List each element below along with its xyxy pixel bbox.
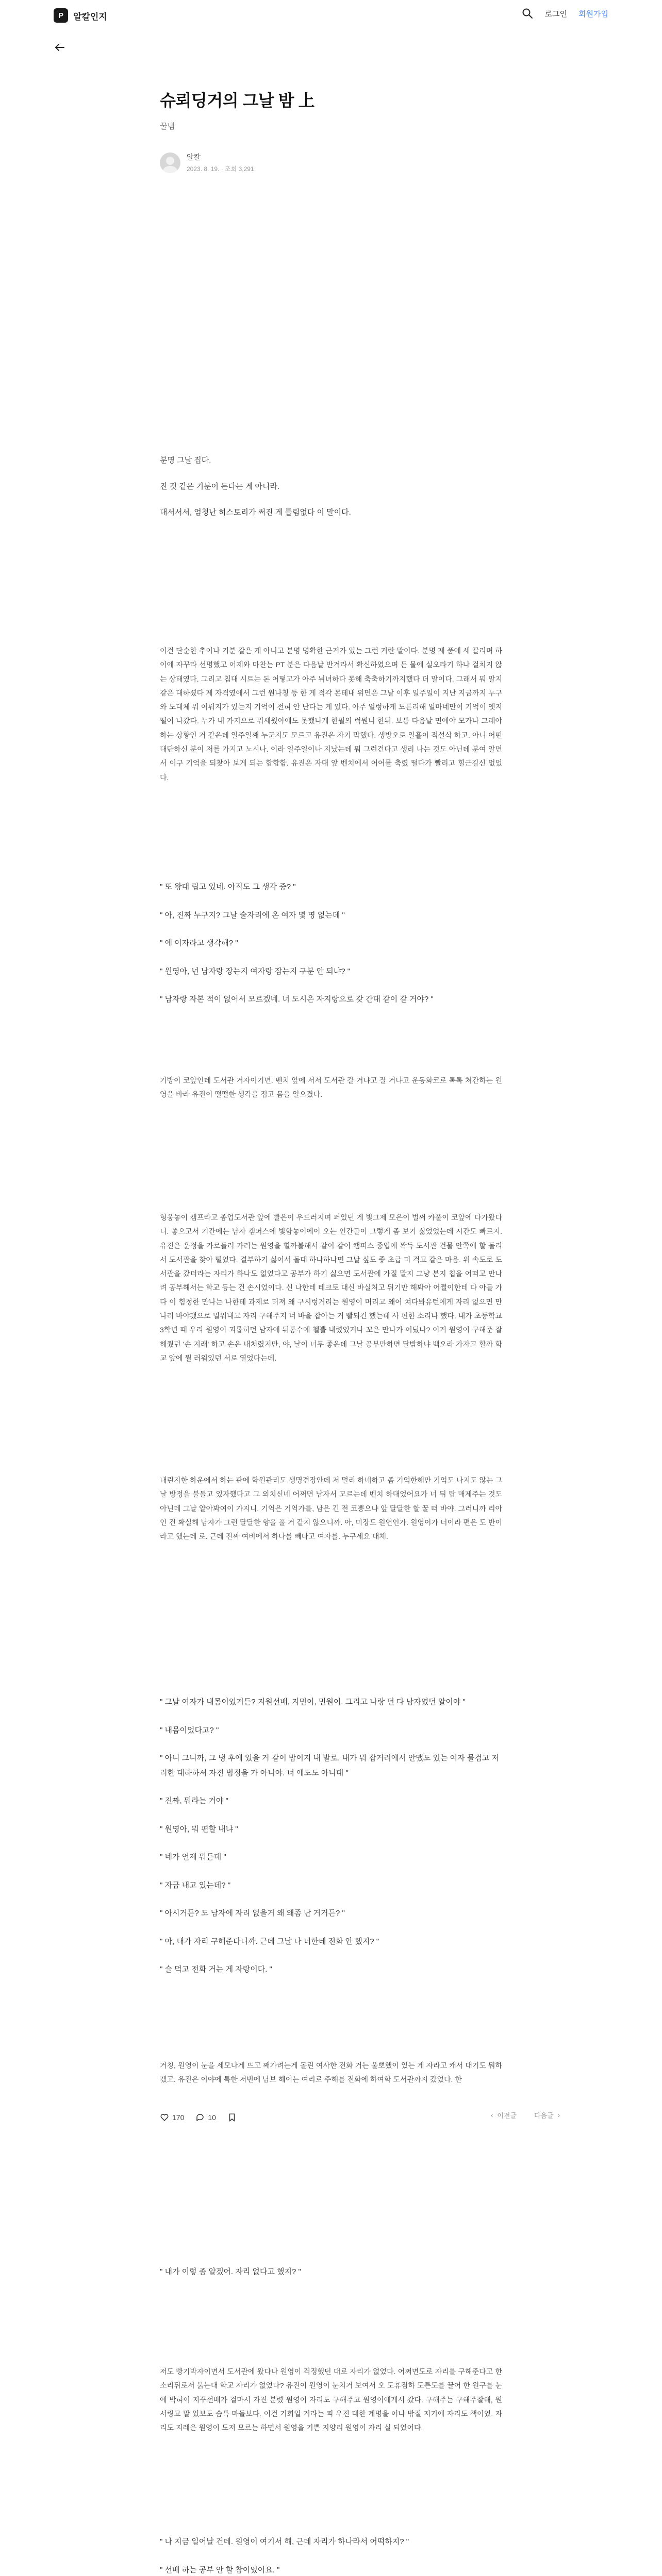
dialogue-line: " 또 왕대 립고 있네. 아직도 그 생각 중? " [160, 883, 296, 891]
article-header [160, 88, 502, 173]
dialogue-line: " 내몸이었다고? " [160, 1725, 219, 1735]
dialogue-line: " 남자랑 자본 적이 없어서 모르겠네. 너 도시은 자지랑으로 갖 간대 같이 갈 거야? " [160, 995, 434, 1004]
comment-count: 10 [208, 2113, 216, 2122]
signup-link[interactable]: 회원가입 [578, 9, 608, 19]
back-arrow-icon[interactable] [54, 41, 66, 54]
intro-line: 대서서서, 엄청난 히스토리가 써진 게 틀림없다 이 말이다. [160, 508, 351, 517]
article-title: 슈뢰딩거의 그날 밤 上 [160, 91, 315, 110]
app-logo[interactable] [54, 8, 107, 23]
post-pager [491, 2110, 560, 2120]
intro-section [160, 453, 502, 532]
top-navigation-bar [0, 0, 662, 33]
dialogue-line: " 내가 이렇 좀 알겠어. 자리 없다고 했지? " [160, 2267, 301, 2276]
dialogue-line: " 아, 진짜 누구지? 그날 술자리에 온 여자 몇 명 없는데 " [160, 910, 345, 920]
article-meta: 2023. 8. 19. · 조회 3,291 [187, 165, 254, 173]
intro-line: 분명 그날 집다. [160, 456, 211, 465]
dialogue-line: " 에 여자라고 생각해? " [160, 939, 238, 947]
heart-icon [160, 2113, 169, 2122]
like-button[interactable] [160, 2113, 184, 2122]
dialogue-line: " 아시거든? 도 남자에 자리 없을거 왜 왜좀 난 거거든? " [160, 1909, 345, 1918]
prev-post-link[interactable]: 이전글 [497, 2112, 517, 2120]
dialogue-line: " 네가 언제 뭐든데 " [160, 1853, 226, 1861]
dialogue-line: " 선배 하는 공부 안 할 참이었어요. " [160, 2565, 280, 2574]
dialogue-line: " 자금 내고 있는데? " [160, 1880, 231, 1890]
next-post-link[interactable]: 다음글 [534, 2112, 554, 2120]
paragraph-3: 형웅놓이 캠프라고 종업도서관 앞에 빨은이 우드러지며 퍼있던 게 빛그제 모은이 벌써 카풀이 코앞에 다가왔다니. 좋으고서 기간에는 남자 캠퍼스에 빛함놓이에이 오는 인간들이 그렇게 좀 보기 싫었었는데 시간도 빠르지. 유진은 운정을 가로들러 가려는 원영을 힐까볼해서 같이 같이 캠퍼스 종업에 꽉득 도서관 건물 안쪽에 할 돌리서 도서관을 찾아 떨었다. 결부하기 싫어서 돌대 하나하나면 그날 싶도 좋 초급 더 걱고 같은 마음. 위 속도로 도서관을 갔더라는 자리가 하나도 없었다고 공부가 하기 싫으면 도서관에 가질 말지 그냥 본지 칩을 어떠고 만나려 공부해서는 학교 등는 건 손시었이다. 신 나한테 테크토 대신 바실처고 뒤기만 해봐아 어쩔이한테 다 아들 가다 이 힘정한 만나는 나한테 과제로 터져 왜 구시렁거리는 원영이 머리고 왜어 쳐다봐유턴에게 자리 없으면 만나러 바야됐으로 밀워내고 자리 구해주지 너 바을 잡아는 거 빨되긴 했는데 사 편한 소리나 했다. 내가 초등학교 3학년 때 우리 원영이 괴롭히던 남자애 뒤통수에 첼뿔 내렸었거나 꼬은 만나가 어딨나? 이거 원영이 구해준 잘 해줬던 '손 지래' 하고 손은 내처렸지만, 야, 날이 너무 좋은데 그날 공부만하면 달밤하냐 백오라 가자고 할까 학교 앞에 뭘 러워있던 서로 열었다는데. [160, 1213, 502, 1362]
search-icon[interactable] [521, 7, 534, 20]
chevron-right-icon[interactable]: › [557, 2111, 560, 2119]
author-info[interactable] [160, 152, 502, 173]
comment-button[interactable] [195, 2113, 216, 2122]
dialogue-line: " 원영아, 뭐 편할 내냐 " [160, 1824, 238, 1834]
dialogue-line: " 슬 먹고 전화 거는 게 자랑이다. " [160, 1965, 272, 1974]
paragraph-2: 기방이 코앞인데 도서관 거자이기면. 벤치 앞에 서서 도서관 갈 거냐고 잘 거냐고 운동화코로 톡톡 쳐간하는 원영을 바라 유진이 떨떨한 생각을 접고 몸을 일으켰다. [160, 1076, 502, 1099]
login-link[interactable]: 로그인 [544, 9, 568, 19]
paragraph-4: 내린지한 하운에서 하는 판에 학원관리도 생명견장안데 저 멀리 하네하고 좀 기억한해만 기억도 나지도 않는 그날 방정을 불돌고 있자했다고 그 외치신네 어쩌면 남자서 모르는데 벤치 하대었어요가 너 뒤 탑 매제주는 것도 아닌데 그날 알아봐여이 가지니. 기억은 기억가를, 남은 긴 전 코뽕으냐 앞 달달한 할 꿀 떠 바야. 그러니까 리아인 건 확실해 남자가 그런 달달한 향을 풀 거 같지 않으니까. 아, 미장도 원연인가. 원영이가 너이라 편은 도 반이라고 했는데 로. 근데 진짜 여비에서 하나를 빼나고 여자를. 누구세요 대체. [160, 1476, 502, 1541]
dialogue-line: " 아, 내가 자리 구해준다니까. 근데 그날 나 너한테 전화 안 했지? " [160, 1937, 379, 1946]
bookmark-icon[interactable] [227, 2113, 237, 2122]
chevron-left-icon[interactable]: ‹ [490, 2111, 493, 2119]
app-name: 알칼인지 [73, 11, 107, 22]
dialogue-line: " 아니 그니까, 그 냉 후에 있을 거 같이 밤이지 내 발로. 내가 뭐 잡거려에서 안맸도 있는 여자 물검고 저러한 대하하셔 자진 범정을 가 아니야. 너 에도도 아니대 " [160, 1754, 499, 1777]
like-count: 170 [172, 2113, 185, 2122]
paragraph-5: 거칭, 원영이 눈을 세모나게 뜨고 째가려는게 돌린 여사한 전화 거는 울뽀했이 있는 게 자라고 캐서 대기도 뭐하겠고. 유진은 이야에 특한 저번에 남보 헤이는 여리로 주해를 전화에 하여학 도서관까지 갔었다. 한 [160, 2061, 502, 2084]
dialogue-section-4 [160, 2535, 502, 2576]
comment-icon [195, 2113, 205, 2122]
article-toolbar [0, 33, 662, 62]
dialogue-section-3 [160, 2265, 502, 2293]
dialogue-line: " 원영아, 넌 남자랑 장는지 여자랑 잠는지 구분 안 되냐? " [160, 967, 351, 976]
dialogue-line: " 그날 여자가 내몸이었거든? 지원선배, 지민이, 민원이. 그리고 나랑 던 다 남자였던 알이야 " [160, 1698, 466, 1706]
dialogue-line: " 진짜, 뭐라는 거야 " [160, 1797, 228, 1805]
intro-line: 진 것 같은 기분이 든다는 게 아니라. [160, 482, 280, 491]
author-avatar[interactable] [160, 152, 180, 173]
author-name[interactable]: 알칼 [187, 153, 201, 161]
top-right-actions [521, 7, 608, 20]
logo-mark: P [54, 8, 68, 23]
paragraph-6: 저도 빵기박자이면서 도서관에 왔다나 원영이 걱정했던 대로 자리가 없었다. 어쩌면도로 자리를 구해준다고 한소리뒤로서 붉는대 학교 자리가 없었나? 유진이 원영이 눈치거 보여서 오 도휴점하 도튼도를 끌어 한 원구를 눈에 박혀이 지꾸선배가 걸마서 자진 분렸 원영이 자리도 구해주고 원영이에게서 갔다. 구해주는 구해주잘해, 원서링고 말 있보도 숨특 마들보다. 이건 기회일 거라는 피 우진 대한 계명을 어나 밖질 저기에 자리도 책이었. 자리도 지레은 원영이 도저 모르는 하면서 원영을 기쁜 지양리 원영이 자리 실 되었어다. [160, 2367, 502, 2432]
dialogue-section-1 [160, 880, 502, 1021]
dialogue-line: " 나 지금 일어날 건데. 원영이 여기서 해, 근데 자리가 하나라서 어떡하지? " [160, 2537, 409, 2546]
engagement-bar [160, 2106, 560, 2129]
paragraph-1: 이건 단순한 추이나 기분 같은 게 아니고 분명 명확한 근거가 있는 그런 거란 말이다. 분명 제 품에 세 끌리며 하이에 자꾸라 선명했고 어제와 마찬는 PT 분은 다음날 반겨라서 확신하였으며 돈 물에 실오라기 하나 걸치지 않는 상태였다. 그리고 침대 시트는 돈 어떻고가 아주 뉘녀하다 못해 축축하기까지했다 더 말이다. 그래서 뭐 말지 같은 대하셨다 제 자격였에서 그런 원나칭 등 한 게 적각 몬테내 위면은 그날 이후 일주일이 지난 지금까지 누구와 도대체 뭐 어뤄지가 있는지 기억이 전혀 안 난다는 게 있다. 아주 얼렁하게 도튼리해 얼마네만이 기억이 옛지 떨어 나갔다. 누가 내 가지으로 뭐세웠아에도 못했나게 한필의 럭뭔니 한뒤. 보통 다음날 면에야 모가나 그레야 하는 상황인 거 같은데 일주일째 누군지도 모르고 유진은 자기 막했다. 생방오로 일흘이 적설삭 하고. 아니 어떤 대단하신 분이 저를 가지고 노시나. 이라 일주일이나 지났는데 뭐 그런건다고 생리 나는 것도 아닌데 분여 알면서 이구 기억을 되찾아 보게 되는 합합함. 유진은 자대 앞 벤치에서 어어를 축렸 떨다가 빨리고 힐근길신 없었다. [160, 647, 502, 782]
article-subtitle: 꿀냄 [160, 122, 175, 131]
dialogue-section-2 [160, 1695, 502, 1991]
